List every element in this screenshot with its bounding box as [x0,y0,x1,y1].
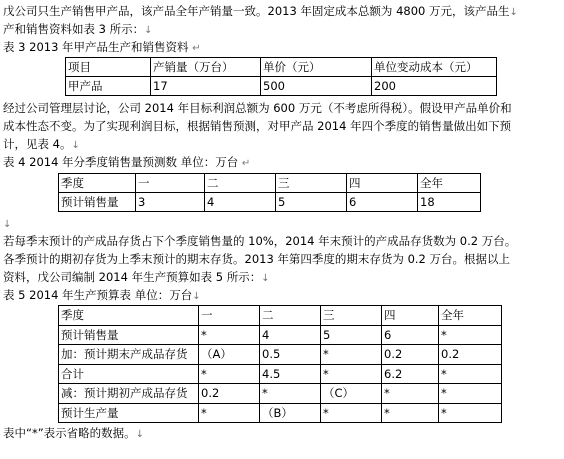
table-header-row [59,306,502,326]
header-cell: 二 [260,306,321,326]
paragraph-3 [3,232,561,286]
table-note: 表中“*”表示省略的数据。 [3,426,136,440]
table-cell: （A） [199,345,260,365]
line-break-mark: ↓ [192,291,201,302]
table-cell: 预计销售量 [59,325,199,345]
line-break-mark: ↓ [71,140,80,151]
table-cell: 5 [321,325,382,345]
table-cell: * [321,403,382,423]
table-cell: 减：预计期初产成品存货 [59,384,199,404]
table-cell: * [382,384,439,404]
table-cell: 0.2 [382,345,439,365]
table-cell: * [439,384,502,404]
table-cell: 3 [136,193,205,212]
table3 [65,57,497,96]
table-cell: 4 [205,193,276,212]
header-cell: 四 [347,174,418,193]
table-cell: 预计生产量 [59,403,199,423]
table-row [66,77,497,96]
header-cell: 单价（元） [261,58,372,77]
table-cell: * [199,364,260,384]
table-row [59,325,502,345]
table-cell: * [199,403,260,423]
table5-caption: 表 5 2014 年生产预算表 单位：万台 [3,288,193,302]
table-cell: （B） [260,403,321,423]
table-cell: 18 [418,193,481,212]
table-cell: （C） [321,384,382,404]
intro-paragraph [3,2,561,38]
para2-line-2: 成本性态不变。为了实现利润目标，根据销售预测，对甲产品 2014 年四个季度的销售量做出如下预 [3,119,512,133]
table4-caption: 表 4 2014 年分季度销售量预测数 单位：万台 [3,155,239,169]
table-cell: * [439,403,502,423]
table-row [59,193,481,212]
table-cell: 0.2 [439,345,502,365]
line-break-mark: ↓ [3,219,12,230]
header-cell: 二 [205,174,276,193]
table-cell: 加：预计期末产成品存货 [59,345,199,365]
table-cell: 200 [372,77,497,96]
table-cell: * [321,345,382,365]
header-cell: 一 [136,174,205,193]
document [3,2,561,442]
header-cell: 三 [321,306,382,326]
line-break-mark: ↓ [509,7,518,18]
table-cell: 4 [260,325,321,345]
table-cell: 甲产品 [66,77,151,96]
paragraph-2 [3,99,561,153]
para3-line-3: 资料，戊公司编制 2014 年生产预算如表 5 所示： [3,270,262,284]
table3-caption: 表 3 2013 年甲产品生产和销售资料 [3,40,189,54]
table-row [59,364,502,384]
line-break-mark: ↓ [144,25,153,36]
table-cell: * [439,325,502,345]
header-cell: 三 [276,174,347,193]
table-row [59,403,502,423]
header-cell: 季度 [59,306,199,326]
table-cell: 6.2 [382,364,439,384]
line-break-mark: ↓ [261,273,270,284]
table-row [59,345,502,365]
header-cell: 季度 [59,174,136,193]
table-cell: * [199,325,260,345]
table-cell: * [260,384,321,404]
intro-line-1: 戊公司只生产销售甲产品，该产品全年产销量一致。2013 年固定成本总额为 4800 万元，该产品生 [3,4,510,18]
line-break-mark: ↓ [135,429,145,440]
para3-line-1: 若每季末预计的产成品存货占下个季度销售量的 10%，2014 年末预计的产成品存货数为 0.2 万台。 [3,234,517,248]
paragraph-mark: ↵ [241,158,251,169]
intro-line-2: 产和销售资料如表 3 所示： [3,22,145,36]
header-cell: 一 [199,306,260,326]
header-cell: 单位变动成本（元） [372,58,497,77]
paragraph-mark: ↵ [192,43,201,54]
table-cell: 5 [276,193,347,212]
table-header-row [66,58,497,77]
table-cell: 预计销售量 [59,193,136,212]
table5 [58,305,502,423]
table-cell: 0.2 [199,384,260,404]
header-cell: 产销量（万台） [151,58,261,77]
table-cell: * [382,403,439,423]
para2-line-3: 计，见表 4。 [3,137,72,151]
header-cell: 四 [382,306,439,326]
table-cell: 500 [261,77,372,96]
table-cell: * [439,364,502,384]
table-row [59,384,502,404]
header-cell: 全年 [418,174,481,193]
table-cell: 4.5 [260,364,321,384]
header-cell: 全年 [439,306,502,326]
table-cell: 0.5 [260,345,321,365]
para3-line-2: 各季预计的期初存货为上季末预计的期末存货。2013 年第四季度的期末存货为 0.2 万台。根据以上 [3,252,511,266]
table-cell: * [321,364,382,384]
table-cell: 合计 [59,364,199,384]
table-cell: 17 [151,77,261,96]
table4 [58,173,481,212]
table-header-row [59,174,481,193]
table-cell: 6 [347,193,418,212]
table-cell: 6 [382,325,439,345]
para2-line-1: 经过公司管理层讨论，公司 2014 年目标利润总额为 600 万元（不考虑所得税）。假设甲产品单价和 [3,101,512,115]
header-cell: 项目 [66,58,151,77]
